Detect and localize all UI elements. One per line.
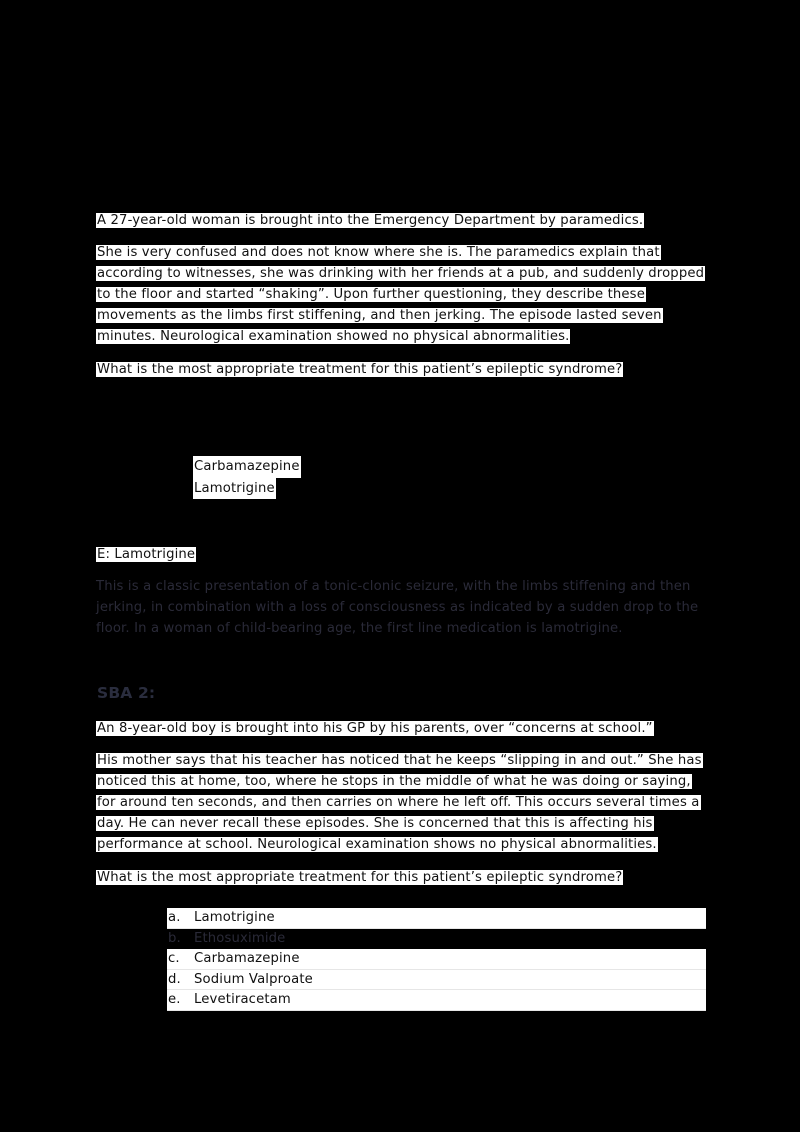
sba1-answer bbox=[96, 544, 706, 565]
sba2-options bbox=[167, 908, 706, 1011]
sba2-intro bbox=[96, 718, 706, 739]
sba2-option-e[interactable] bbox=[167, 990, 706, 1011]
sba2-intro-text: An 8-year-old boy is brought into his GP by his parents, over “concerns at school.” bbox=[97, 721, 653, 736]
option-letter: d. bbox=[168, 971, 181, 987]
sba1-intro bbox=[96, 210, 706, 231]
sba1-explanation-line: jerking, in combination with a loss of consciousness as indicated by a sudden drop to the bbox=[96, 600, 699, 615]
sba2-history-line: His mother says that his teacher has noticed that he keeps “slipping in and out.” She has bbox=[97, 753, 702, 768]
option-text: Lamotrigine bbox=[194, 910, 275, 925]
sba1-options bbox=[193, 456, 301, 499]
sba2-history-line: day. He can never recall these episodes. She is concerned that this is affecting his bbox=[97, 816, 653, 831]
sba2-question-text: What is the most appropriate treatment for this patient’s epileptic syndrome? bbox=[97, 870, 623, 885]
sba1-question bbox=[96, 359, 706, 380]
sba2-option-a[interactable] bbox=[167, 908, 706, 929]
sba2-history bbox=[96, 750, 706, 855]
sba1-history-line: She is very confused and does not know where she is. The paramedics explain that bbox=[97, 245, 660, 260]
sba2-history-line: performance at school. Neurological examination shows no physical abnormalities. bbox=[97, 837, 657, 852]
sba1-option[interactable]: Lamotrigine bbox=[193, 478, 276, 500]
option-text: Carbamazepine bbox=[194, 951, 300, 967]
option-text: Ethosuximide bbox=[194, 930, 286, 946]
sba2-history-line: noticed this at home, too, where he stops in the middle of what he was doing or saying, bbox=[97, 774, 691, 789]
sba2-question bbox=[96, 867, 706, 888]
sba2-history-line: for around ten seconds, and then carries on where he left off. This occurs several times a bbox=[97, 795, 700, 810]
sba1-question-text: What is the most appropriate treatment for this patient’s epileptic syndrome? bbox=[97, 362, 623, 377]
option-letter: c. bbox=[168, 951, 180, 967]
sba2-option-b[interactable] bbox=[167, 929, 706, 950]
sba1-answer-text: E: Lamotrigine bbox=[97, 547, 196, 562]
sba1-history-line: movements as the limbs first stiffening, and then jerking. The episode lasted seven bbox=[97, 308, 662, 323]
option-letter: e. bbox=[168, 992, 181, 1008]
sba1-intro-text: A 27-year-old woman is brought into the Emergency Department by paramedics. bbox=[97, 213, 644, 228]
sba1-option[interactable]: Carbamazepine bbox=[193, 456, 301, 478]
option-letter: b. bbox=[168, 930, 181, 946]
sba1-explanation bbox=[96, 576, 706, 639]
sba1-history-line: minutes. Neurological examination showed no physical abnormalities. bbox=[97, 329, 570, 344]
sba2-option-d[interactable] bbox=[167, 970, 706, 991]
sba2-heading: SBA 2: bbox=[97, 684, 156, 702]
option-text: Sodium Valproate bbox=[194, 971, 313, 987]
sba1-explanation-line: This is a classic presentation of a tonic-clonic seizure, with the limbs stiffening and then bbox=[96, 579, 691, 594]
sba1-history-line: according to witnesses, she was drinking with her friends at a pub, and suddenly dropped bbox=[97, 266, 705, 281]
option-letter: a. bbox=[168, 910, 181, 925]
sba1-history-line: to the floor and started “shaking”. Upon further questioning, they describe these bbox=[97, 287, 645, 302]
sba2-option-c[interactable] bbox=[167, 949, 706, 970]
option-text: Levetiracetam bbox=[194, 992, 291, 1008]
sba1-history bbox=[96, 242, 706, 347]
sba1-explanation-line: floor. In a woman of child-bearing age, the first line medication is lamotrigine. bbox=[96, 621, 623, 636]
